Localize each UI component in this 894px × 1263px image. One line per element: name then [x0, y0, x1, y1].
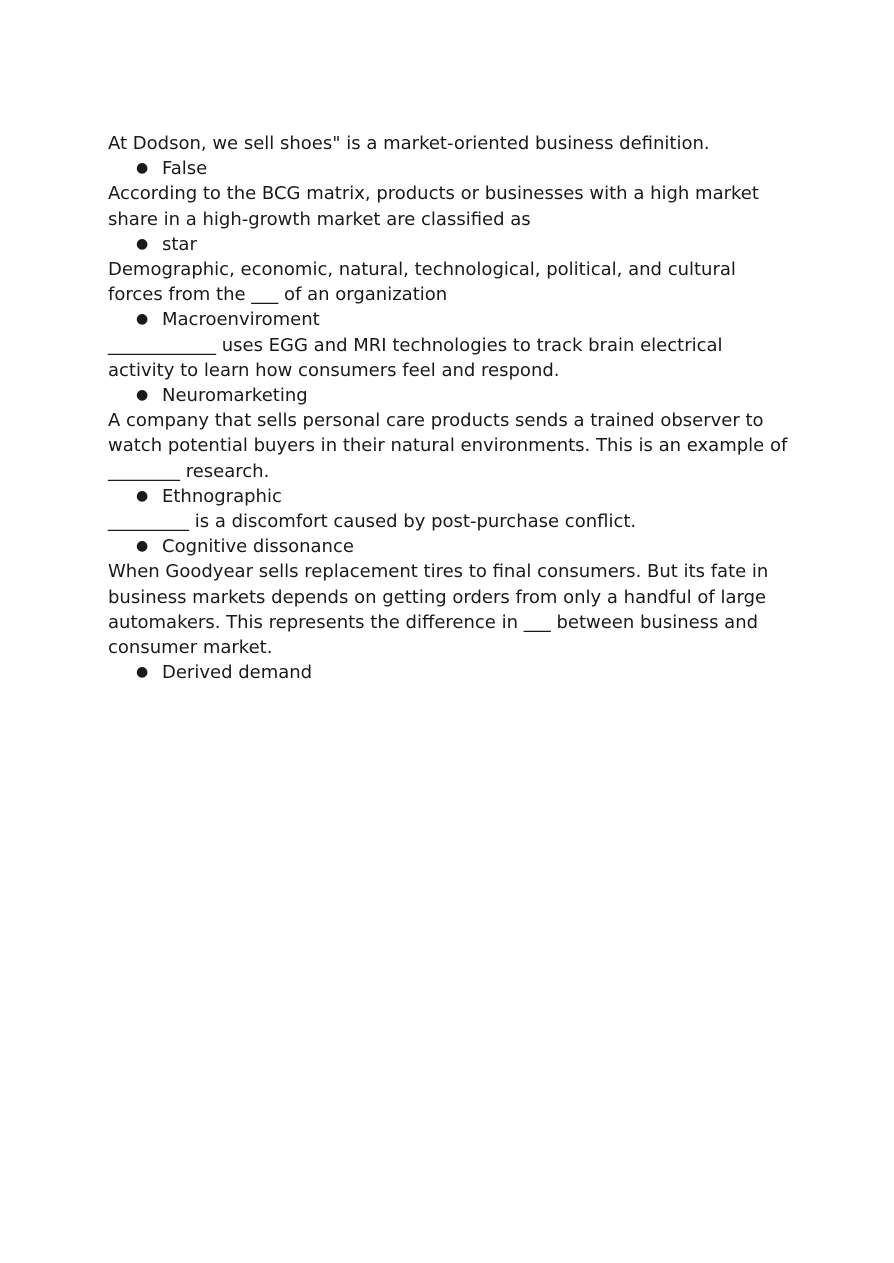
bullet-dot-icon: ● [136, 538, 149, 555]
answer-text: False [162, 158, 208, 180]
question-text: At Dodson, we sell shoes" is a market-oriented business definition. [108, 133, 710, 154]
bullet-dot-icon: ● [136, 311, 149, 328]
answer-text: Cognitive dissonance [162, 536, 354, 558]
answer-list [108, 484, 788, 509]
question-text: _________ is a discomfort caused by post-purchase conflict. [108, 511, 637, 533]
answer-list [108, 660, 788, 685]
answer-item [108, 484, 788, 509]
question-text: Demographic, economic, natural, technological, political, and cultural forces from the ___ of an organization [108, 259, 736, 306]
answer-text: Derived demand [162, 662, 313, 684]
bullet-dot-icon: ● [136, 387, 149, 404]
answer-list [108, 383, 788, 408]
answer-text: Ethnographic [162, 485, 282, 507]
answer-item [108, 383, 788, 408]
bullet-dot-icon: ● [136, 487, 149, 504]
answer-item [108, 232, 788, 257]
quiz-content [108, 131, 788, 685]
bullet-dot-icon: ● [136, 664, 149, 681]
question-text: When Goodyear sells replacement tires to final consumers. But its fate in business markets depends on getting orders from only a handful of large automakers. This represents the difference in ___ between business and consumer market. [108, 561, 769, 659]
answer-text: star [162, 233, 197, 255]
answer-item [108, 156, 788, 181]
bullet-dot-icon: ● [136, 160, 149, 177]
answer-list [108, 156, 788, 181]
answer-item [108, 307, 788, 332]
question-text: ____________ uses EGG and MRI technologies to track brain electrical activity to learn how consumers feel and respond. [108, 334, 723, 381]
answer-text: Neuromarketing [162, 385, 308, 407]
answer-text: Macroenviroment [162, 309, 320, 331]
answer-item [108, 660, 788, 685]
answer-list [108, 534, 788, 559]
question-text: A company that sells personal care products sends a trained observer to watch potential buyers in their natural environments. This is an example of ________ research. [108, 410, 788, 482]
question-text: According to the BCG matrix, products or businesses with a high market share in a high-growth market are classified as [108, 183, 759, 230]
answer-list [108, 232, 788, 257]
answer-list [108, 307, 788, 332]
bullet-dot-icon: ● [136, 235, 149, 252]
answer-item [108, 534, 788, 559]
